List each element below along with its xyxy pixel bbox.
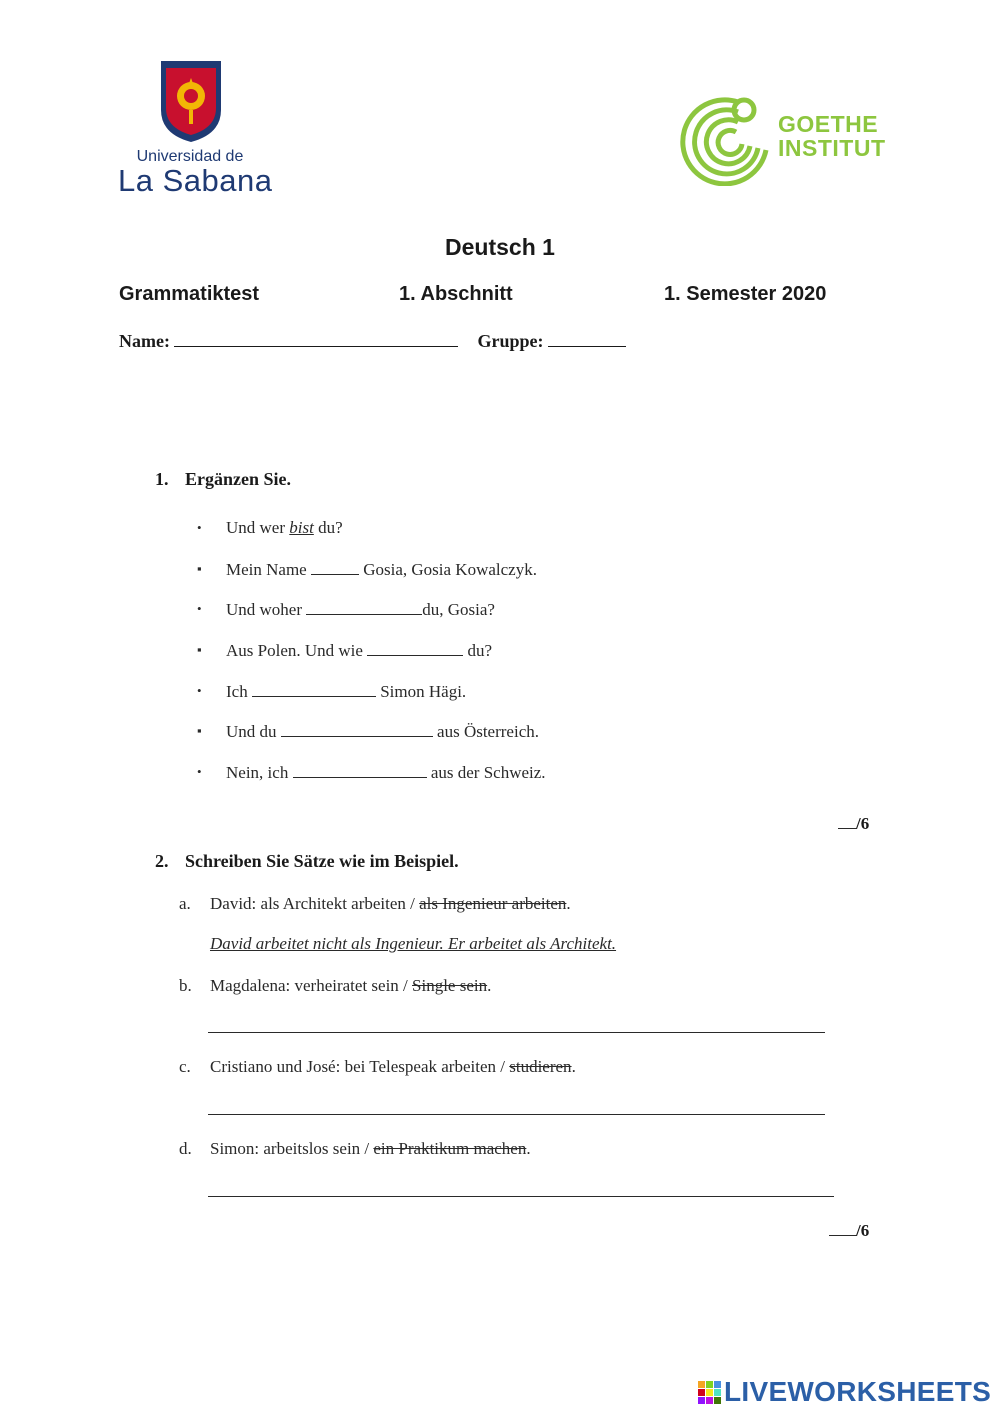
name-field[interactable] [174, 329, 458, 347]
item-prompt: Magdalena: verheiratet sein / [210, 976, 413, 995]
item-letter: d. [179, 1139, 192, 1158]
liveworksheets-logo-icon [698, 1381, 722, 1405]
exercise-2-score [829, 1220, 869, 1241]
square-bullet-marker: ▪ [197, 642, 202, 657]
item-text: Nein, ich [226, 763, 293, 782]
example-sentence: David arbeitet nicht als Ingenieur. Er arbeitet als Architekt. [210, 934, 617, 953]
item-end: . [571, 1057, 576, 1076]
name-group-row [119, 329, 626, 352]
goethe-institut-logo-mark [678, 92, 774, 186]
square-bullet-marker: ▪ [197, 723, 202, 738]
item-text: aus der Schweiz. [426, 763, 546, 782]
bullet-marker: • [197, 683, 202, 698]
item-text: du? [463, 641, 492, 660]
worksheet-title: Deutsch 1 [445, 234, 555, 260]
fill-blank-6[interactable] [293, 762, 427, 778]
item-text: du, Gosia? [422, 600, 495, 619]
score-1-max: /6 [856, 814, 870, 833]
fill-blank-2[interactable] [306, 599, 422, 615]
exercise-1-number: 1. [155, 469, 169, 489]
test-type: Grammatiktest [119, 283, 260, 305]
item-prompt: Simon: arbeitslos sein / [210, 1139, 374, 1158]
fill-blank-4[interactable] [252, 681, 376, 697]
item-text: Gosia, Gosia Kowalczyk. [358, 560, 537, 579]
name-label: Name: [119, 331, 170, 351]
exercise-2-item-a [179, 894, 571, 914]
exercise-2-item-b [179, 976, 491, 996]
exercise-1-score [838, 813, 869, 834]
score-1-field[interactable] [838, 813, 856, 829]
bullet-marker: • [197, 601, 202, 616]
bullet-marker: • [197, 764, 202, 779]
bullet-marker: • [197, 520, 202, 535]
exercise-2-title: Schreiben Sie Sätze wie im Beispiel. [185, 851, 459, 871]
la-sabana-logo-line1: Universidad de [136, 148, 244, 165]
item-text: Aus Polen. Und wie [226, 641, 368, 660]
exercise-2-item-c [179, 1057, 576, 1077]
group-field[interactable] [548, 329, 626, 347]
struck-phrase: Single sein [412, 976, 488, 995]
item-end: . [487, 976, 492, 995]
item-text: Und du [226, 722, 281, 741]
score-2-max: /6 [856, 1221, 870, 1240]
exercise-1-title: Ergänzen Sie. [185, 469, 291, 489]
item-letter: a. [179, 894, 191, 913]
exercise-1-heading [155, 469, 291, 490]
item-text: Mein Name [226, 560, 311, 579]
answer-line-d[interactable] [208, 1196, 834, 1197]
la-sabana-crest-logo [158, 58, 224, 144]
la-sabana-logo-line2: La Sabana [118, 163, 273, 198]
struck-phrase: als Ingenieur arbeiten [419, 894, 567, 913]
answer-line-c[interactable] [208, 1114, 825, 1115]
item-prompt: Cristiano und José: bei Telespeak arbeiten / [210, 1057, 510, 1076]
goethe-institut-logo-text [778, 112, 886, 160]
fill-blank-3[interactable] [367, 640, 463, 656]
exercise-2-heading [155, 851, 459, 872]
goethe-logo-line2: INSTITUT [778, 135, 886, 161]
goethe-logo-line1: GOETHE [778, 111, 879, 137]
exercise-2-number: 2. [155, 851, 169, 871]
semester-label: 1. Semester 2020 [664, 283, 827, 305]
item-text: aus Österreich. [432, 722, 539, 741]
item-letter: c. [179, 1057, 191, 1076]
fill-blank-5[interactable] [281, 721, 433, 737]
square-bullet-marker: ▪ [197, 561, 202, 576]
item-end: . [566, 894, 571, 913]
item-text: du? [313, 518, 343, 537]
fill-blank-1[interactable] [311, 559, 359, 575]
item-text: Simon Hägi. [375, 682, 467, 701]
example-answer: bist [289, 518, 314, 537]
item-text: Und wer [226, 518, 290, 537]
struck-phrase: studieren [509, 1057, 572, 1076]
group-label: Gruppe: [477, 331, 544, 351]
struck-phrase: ein Praktikum machen [373, 1139, 527, 1158]
exercise-2-item-d [179, 1139, 531, 1159]
item-letter: b. [179, 976, 192, 995]
item-text: Ich [226, 682, 252, 701]
answer-line-b[interactable] [208, 1032, 825, 1033]
section-label: 1. Abschnitt [399, 283, 513, 305]
item-prompt: David: als Architekt arbeiten / [210, 894, 420, 913]
liveworksheets-watermark: LIVEWORKSHEETS [724, 1376, 992, 1407]
item-end: . [526, 1139, 531, 1158]
score-2-field[interactable] [829, 1220, 856, 1236]
item-text: Und woher [226, 600, 307, 619]
